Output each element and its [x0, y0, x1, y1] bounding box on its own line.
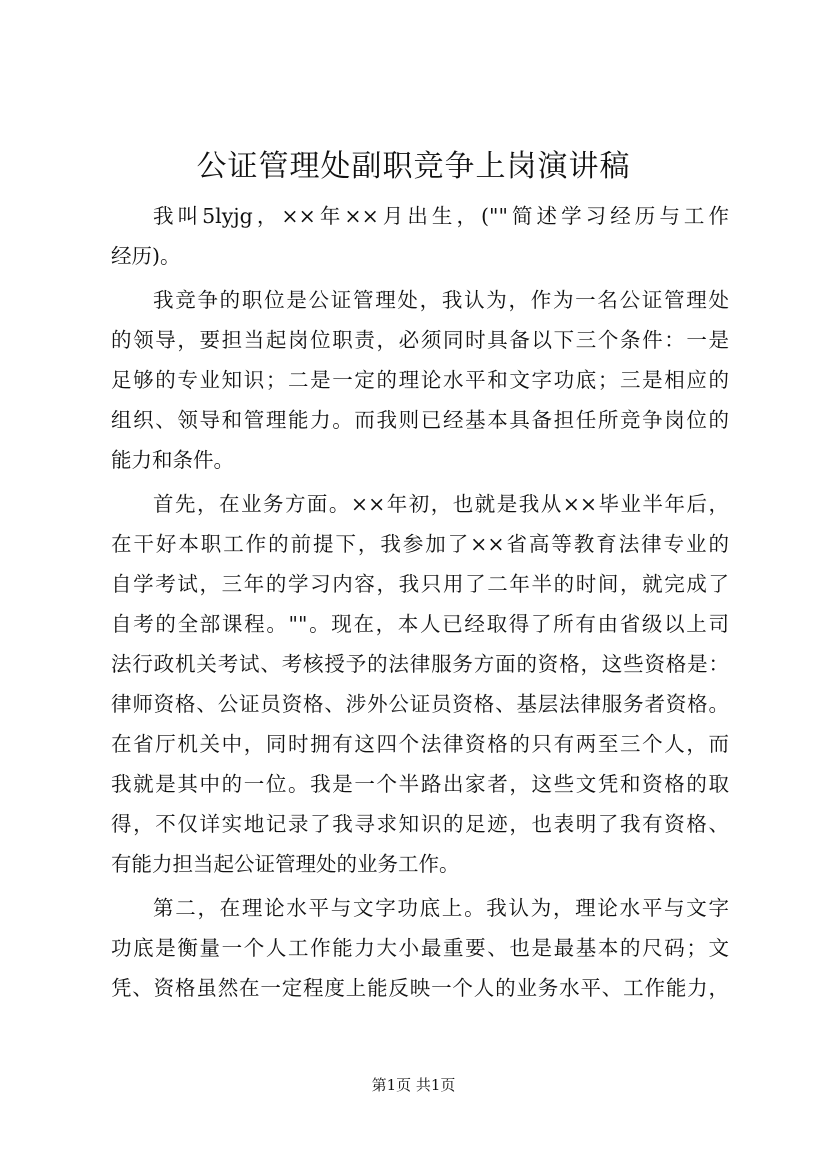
text-line: 律师资格、公证员资格、涉外公证员资格、基层法律服务者资格。	[111, 692, 729, 716]
text-line: 足够的专业知识；二是一定的理论水平和文字功底；三是相应的	[111, 368, 729, 392]
text-line: 在干好本职工作的前提下，我参加了××省高等教育法律专业的	[111, 532, 729, 556]
text-line: 凭、资格虽然在一定程度上能反映一个人的业务水平、工作能力，	[111, 976, 729, 1000]
text-line: 法行政机关考试、考核授予的法律服务方面的资格，这些资格是：	[111, 652, 729, 676]
paragraph-2	[111, 280, 729, 480]
text-line: 在省厅机关中，同时拥有这四个法律资格的只有两至三个人，而	[111, 732, 729, 756]
document-title: 公证管理处副职竞争上岗演讲稿	[196, 149, 631, 184]
text-line: 经历)。	[111, 244, 181, 268]
text-line: 我就是其中的一位。我是一个半路出家者，这些文凭和资格的取	[111, 772, 729, 796]
text-line: 得，不仅详实地记录了我寻求知识的足迹，也表明了我有资格、	[111, 812, 729, 836]
text-line: 的领导，要担当起岗位职责，必须同时具备以下三个条件：一是	[111, 328, 729, 352]
text-line: 有能力担当起公证管理处的业务工作。	[111, 852, 460, 876]
text-line: 自考的全部课程。""。现在，本人已经取得了所有由省级以上司	[111, 612, 729, 636]
text-line: 第二，在理论水平与文字功底上。我认为，理论水平与文字	[153, 896, 729, 920]
page-footer: 第1页 共1页	[371, 1076, 456, 1094]
text-line: 能力和条件。	[111, 448, 234, 472]
paragraph-1	[111, 196, 729, 276]
text-line: 首先，在业务方面。××年初，也就是我从××毕业半年后，	[153, 492, 729, 516]
text-line: 我叫5lyjg，××年××月出生，(""简述学习经历与工作	[153, 204, 729, 228]
text-line: 功底是衡量一个人工作能力大小最重要、也是最基本的尺码；文	[111, 936, 729, 960]
paragraph-4	[111, 888, 729, 1008]
text-line: 组织、领导和管理能力。而我则已经基本具备担任所竞争岗位的	[111, 408, 729, 432]
text-line: 我竞争的职位是公证管理处，我认为，作为一名公证管理处	[153, 288, 729, 312]
text-line: 自学考试，三年的学习内容，我只用了二年半的时间，就完成了	[111, 572, 729, 596]
paragraph-3	[111, 484, 729, 884]
document-body	[111, 196, 729, 1008]
